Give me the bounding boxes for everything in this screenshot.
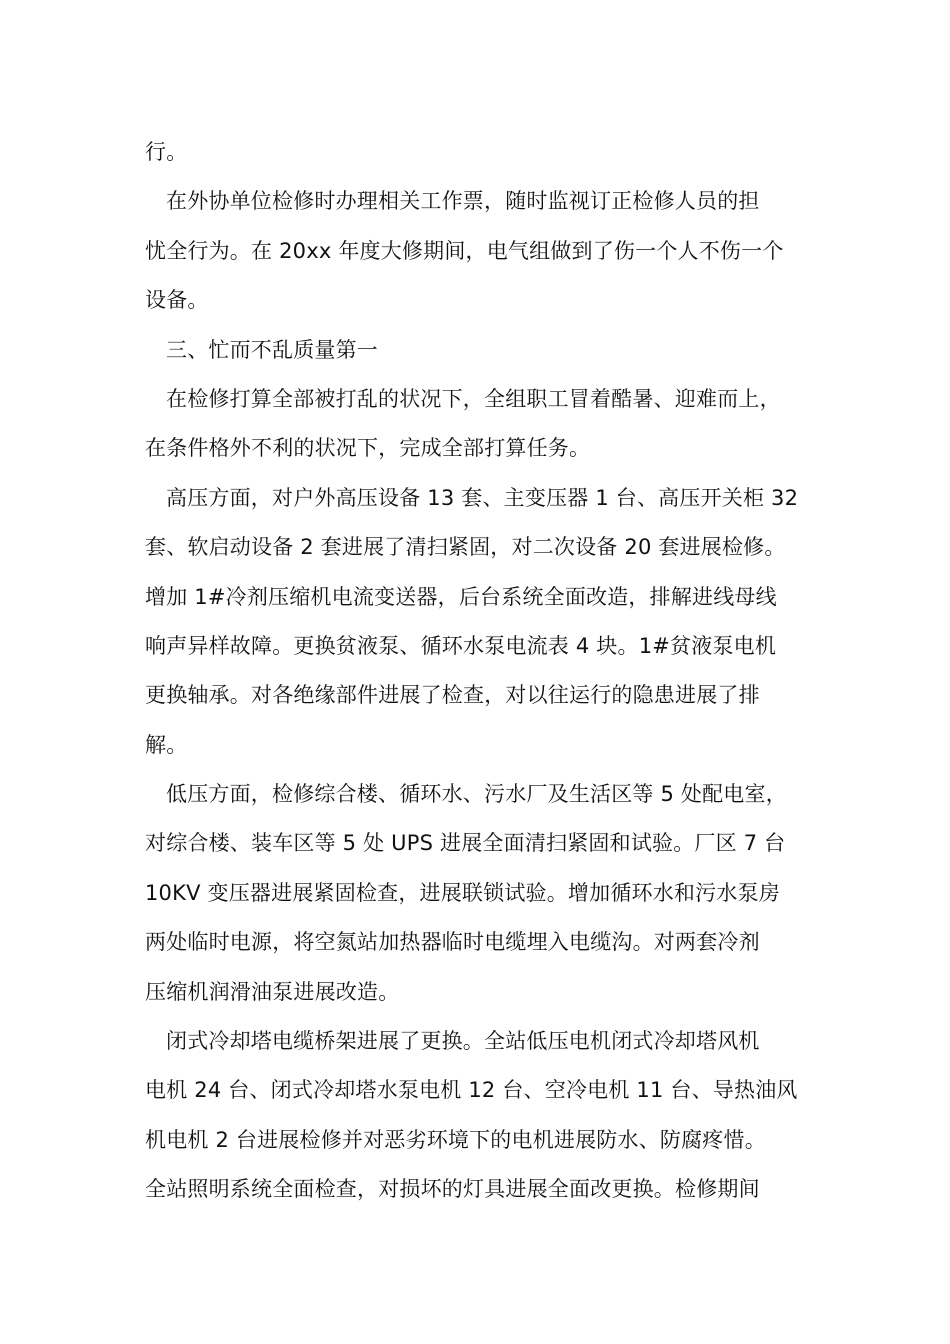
text-line: 两处临时电源，将空氮站加热器临时电缆埋入电缆沟。对两套冷剂 xyxy=(145,930,760,955)
paragraph-start-line: 高压方面，对户外高压设备 13 套、主变压器 1 台、高压开关柜 32 xyxy=(166,485,799,510)
document-body xyxy=(145,128,825,1215)
text-line: 电机 24 台、闭式冷却塔水泵电机 12 台、空冷电机 11 台、导热油风 xyxy=(145,1078,798,1103)
text-line: 对综合楼、装车区等 5 处 UPS 进展全面清扫紧固和试验。厂区 7 台 xyxy=(145,831,786,856)
section-heading: 三、忙而不乱质量第一 xyxy=(166,337,378,362)
text-line: 套、软启动设备 2 套进展了清扫紧固，对二次设备 20 套进展检修。 xyxy=(145,535,786,560)
text-line: 解。 xyxy=(145,732,188,757)
text-line: 机电机 2 台进展检修并对恶劣环境下的电机进展防水、防腐疼惜。 xyxy=(145,1127,766,1152)
text-line: 响声异样故障。更换贫液泵、循环水泵电流表 4 块。1#贫液泵电机 xyxy=(145,633,777,658)
text-line: 设备。 xyxy=(145,288,209,313)
text-line: 在条件格外不利的状况下，完成全部打算任务。 xyxy=(145,436,591,461)
paragraph-start-line: 闭式冷却塔电缆桥架进展了更换。全站低压电机闭式冷却塔风机 xyxy=(166,1029,760,1054)
text-line: 更换轴承。对各绝缘部件进展了检查，对以往运行的隐患进展了排 xyxy=(145,683,760,708)
text-line: 压缩机润滑油泵进展改造。 xyxy=(145,979,400,1004)
text-line: 全站照明系统全面检查，对损坏的灯具进展全面改更换。检修期间 xyxy=(145,1177,760,1202)
text-line: 行。 xyxy=(145,140,188,164)
text-line: 忧全行为。在 20xx 年度大修期间，电气组做到了伤一个人不伤一个 xyxy=(145,238,784,263)
text-line: 增加 1#冷剂压缩机电流变送器，后台系统全面改造，排解进线母线 xyxy=(145,584,777,609)
text-line: 10KV 变压器进展紧固检查，进展联锁试验。增加循环水和污水泵房 xyxy=(145,880,780,905)
paragraph-start-line: 在检修打算全部被打乱的状况下，全组职工冒着酷暑、迎难而上， xyxy=(166,386,781,411)
paragraph-start-line: 在外协单位检修时办理相关工作票，随时监视订正检修人员的担 xyxy=(166,189,760,214)
paragraph-start-line: 低压方面，检修综合楼、循环水、污水厂及生活区等 5 处配电室， xyxy=(166,782,787,807)
